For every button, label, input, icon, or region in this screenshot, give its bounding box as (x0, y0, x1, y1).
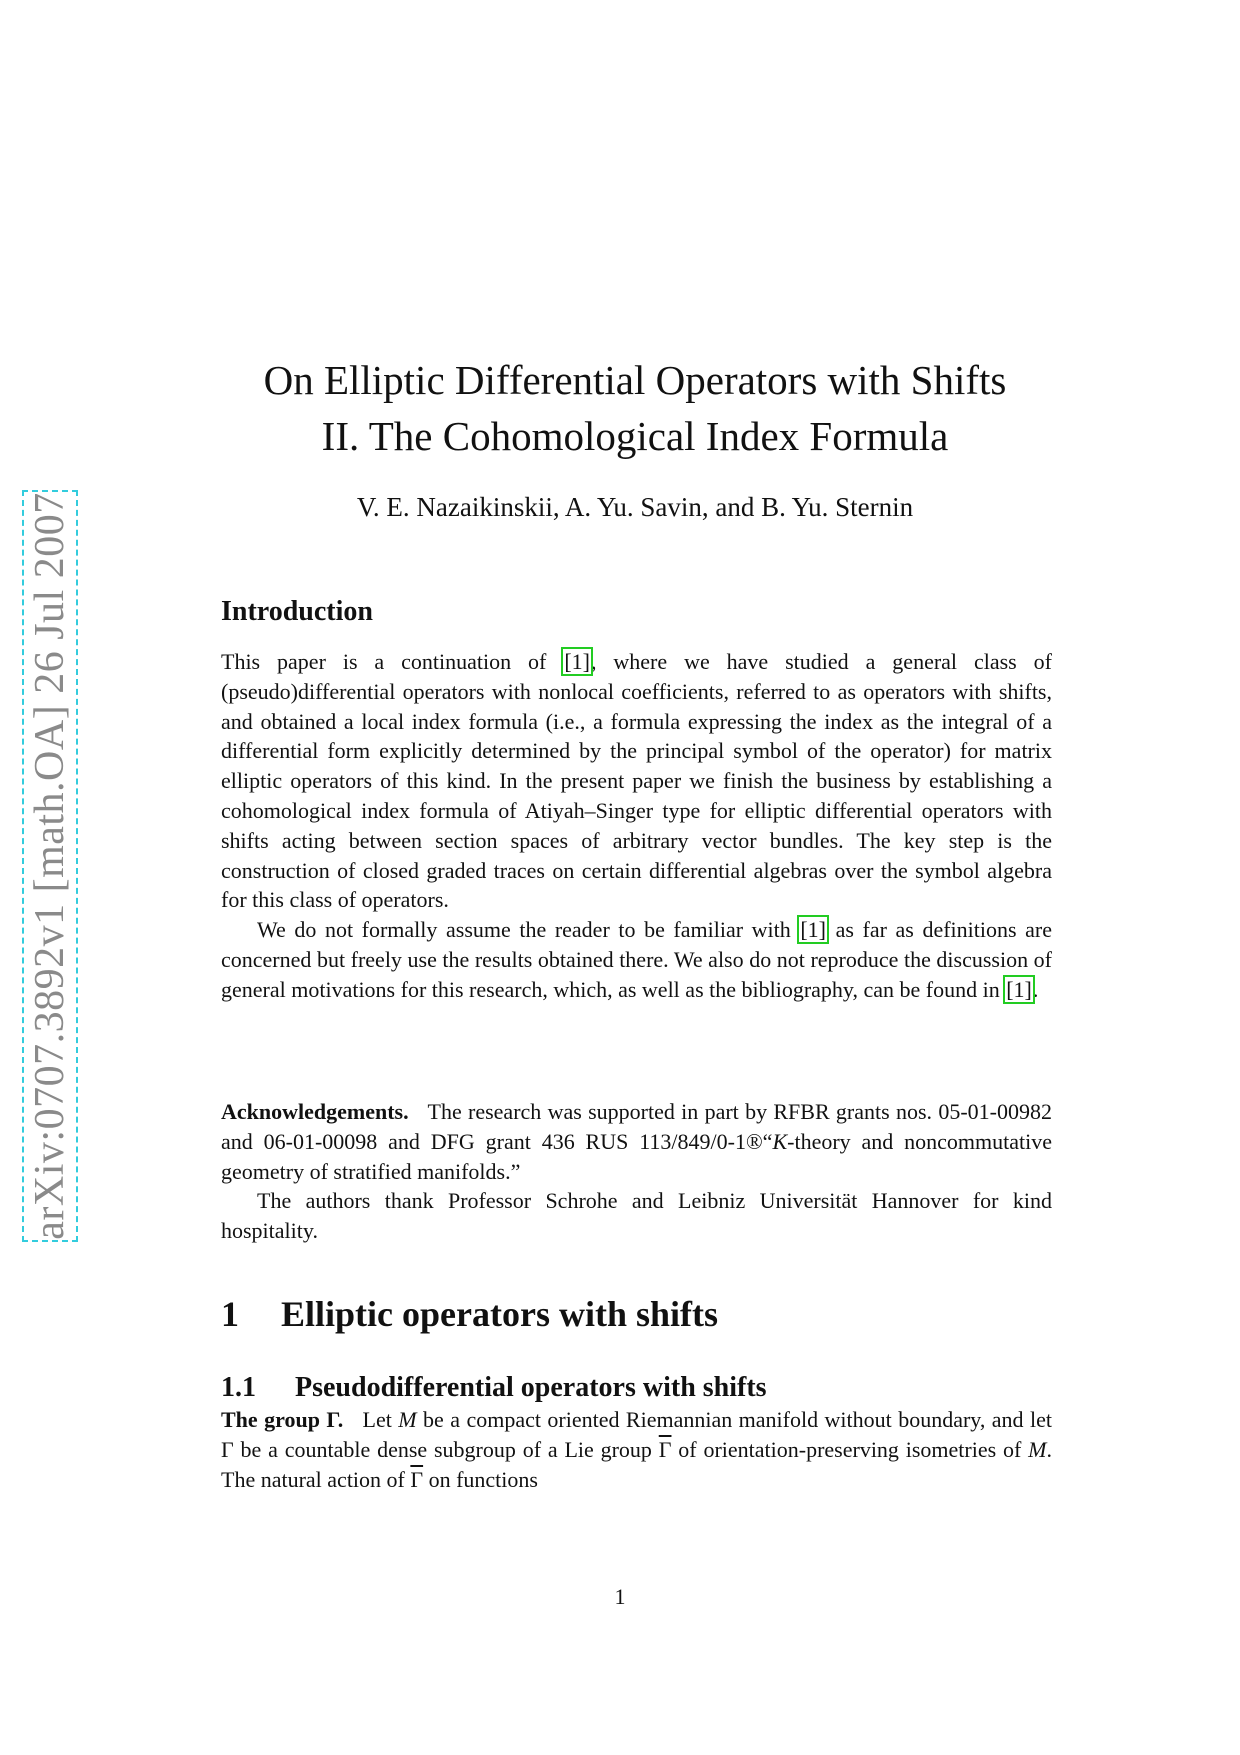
group-section-body (221, 1405, 1052, 1494)
subsection-title: Pseudodifferential operators with shifts (295, 1372, 767, 1403)
arxiv-stamp-text: arXiv:0707.3892v1 [math.OA] 26 Jul 2007 (27, 492, 73, 1240)
intro-paragraph-1 (221, 647, 1052, 915)
citation-link[interactable]: [1] (564, 649, 590, 674)
citation-link[interactable]: [1] (1006, 976, 1032, 1002)
group-t1: Let (362, 1407, 399, 1432)
ack-paragraph-1 (221, 1097, 1052, 1186)
group-t4: . The natural action of (221, 1436, 1052, 1492)
ack-k-symbol: K (772, 1128, 788, 1154)
ack-label: Acknowledgements. (221, 1099, 409, 1124)
intro-p1-start: This paper is a continuation of (221, 649, 564, 674)
section-heading (221, 1293, 718, 1335)
section-number: 1 (221, 1294, 239, 1334)
group-label: The group Γ. (221, 1407, 344, 1432)
math-M: M (398, 1407, 417, 1432)
subsection-heading (221, 1372, 767, 1404)
ack-p1-end: -theory and noncommutative geometry of stratified manifolds.” (221, 1128, 1052, 1184)
group-paragraph (221, 1405, 1052, 1494)
paper-title (200, 352, 1070, 464)
intro-body (221, 647, 1052, 1005)
ack-p1-text: The research was supported in part by RFBR grants nos. 05-01-00982 and 06-01-00098 and DFG grant 436 RUS 113/849/0-1®“ (221, 1099, 1053, 1154)
math-gamma-bar: $\overline{\Gamma}$ (410, 1466, 424, 1492)
arxiv-stamp[interactable] (22, 490, 78, 1242)
intro-p2-start: We do not formally assume the reader to be familiar with (257, 917, 800, 943)
section-title: Elliptic operators with shifts (281, 1294, 718, 1334)
intro-p2-mid: as far as definitions are concerned but freely use the results obtained there. We also do not reproduce the discussion of general motivations for this research, which, as well as the bibliography, can be found in (221, 917, 1053, 1002)
group-t2: be a compact oriented Riemannian manifold without boundary, and let Γ be a countable dense subgroup of a Lie group (221, 1407, 1052, 1462)
math-M: M (1028, 1436, 1047, 1462)
subsection-number: 1.1 (221, 1372, 256, 1403)
intro-heading: Introduction (221, 596, 373, 627)
math-gamma-bar: $\overline{\Gamma}$ (658, 1436, 672, 1462)
citation-link[interactable]: [1] (800, 917, 827, 943)
acknowledgements (221, 1097, 1052, 1246)
title-line-1: On Elliptic Differential Operators with Shifts (263, 357, 1007, 403)
ack-paragraph-2: The authors thank Professor Schrohe and Leibniz Universität Hannover for kind hospitality. (221, 1188, 1052, 1244)
group-t3: of orientation-preserving isometries of (671, 1436, 1029, 1462)
authors: V. E. Nazaikinskii, A. Yu. Savin, and B. Yu. Sternin (356, 492, 914, 522)
page-number: 1 (614, 1584, 626, 1609)
intro-paragraph-2 (221, 915, 1052, 1004)
title-line-2: II. The Cohomological Index Formula (321, 413, 949, 459)
intro-p2-end: . (1032, 976, 1039, 1002)
intro-p1-rest: , where we have studied a general class of (pseudo)differential operators with nonlocal coefficients, referred to as operators with shifts, and obtained a local index formula (i.e., a formula expressing the index as the integral of a differential form explicitly determined by the principal symbol of the operator) for matrix elliptic operators of this kind. In the present paper we finish the business by establishing a cohomological index formula of Atiyah–Singer type for elliptic differential operators with shifts acting between section spaces of arbitrary vector bundles. The key step is the construction of closed graded traces on certain differential algebras over the symbol algebra for this class of operators. (221, 649, 1052, 913)
group-t5: on functions (423, 1466, 538, 1492)
